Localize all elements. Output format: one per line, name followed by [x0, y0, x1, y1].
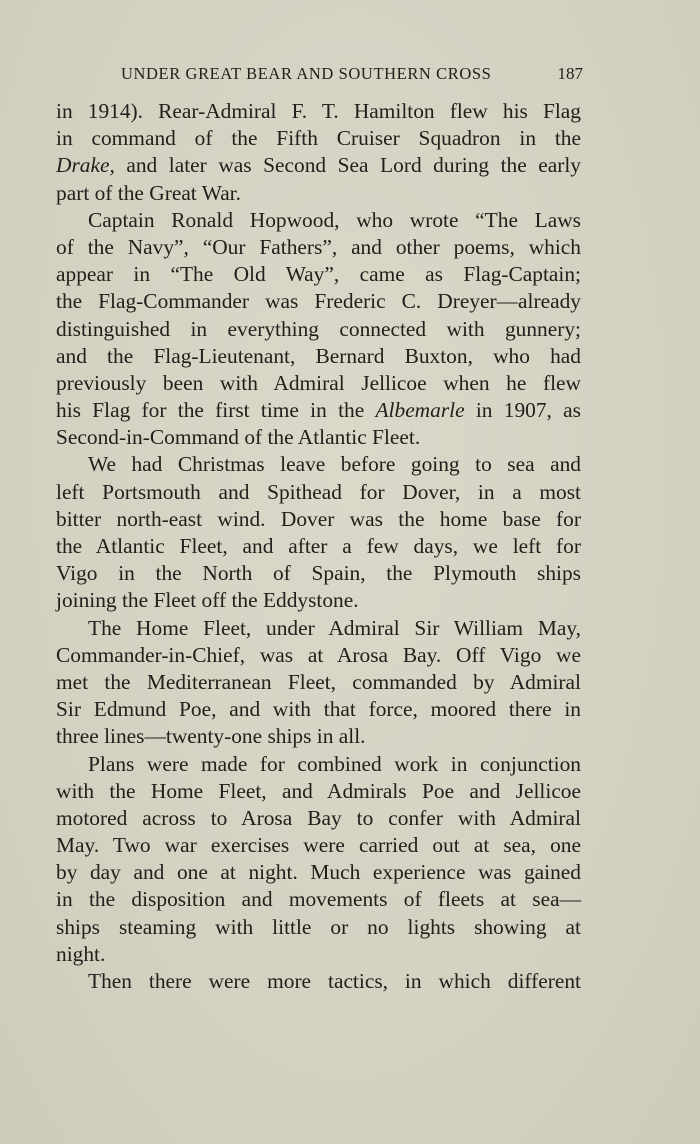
text-line: We had Christmas leave before going to sea and	[88, 452, 581, 477]
text-line: Plans were made for combined work in conjunction	[88, 751, 581, 776]
text-line: met the Mediterranean Fleet, commanded by Admiral	[56, 669, 581, 694]
text-line: Captain Ronald Hopwood, who wrote “The Laws	[88, 207, 581, 232]
text-line: of the Navy”, “Our Fathers”, and other poems, which	[56, 234, 581, 259]
text-line: Sir Edmund Poe, and with that force, moored there in	[56, 697, 581, 722]
text-line: appear in “The Old Way”, came as Flag-Captain;	[56, 262, 581, 287]
text-line: Then there were more tactics, in which different	[88, 969, 581, 993]
text-line: distinguished in everything connected with gunnery;	[56, 316, 581, 341]
text-line: left Portsmouth and Spithead for Dover, in a most	[56, 479, 581, 504]
page-number: 187	[557, 64, 583, 83]
text-line: three lines—twenty-one ships in all.	[56, 724, 366, 749]
text-run: in 1907, as	[464, 398, 581, 423]
ship-name: Albemarle	[375, 398, 465, 423]
body-text	[56, 98, 581, 995]
ship-name: Drake,	[56, 153, 115, 178]
text-line: with the Home Fleet, and Admirals Poe and Jellicoe	[56, 778, 581, 803]
text-line: night.	[56, 941, 106, 966]
text-line	[56, 397, 581, 424]
text-line: Commander-in-Chief, was at Arosa Bay. Off Vigo we	[56, 642, 581, 667]
text-line: by day and one at night. Much experience was gained	[56, 860, 581, 885]
text-line: the Flag-Commander was Frederic C. Dreyer—already	[56, 289, 581, 314]
running-head	[121, 64, 583, 86]
text-line: ships steaming with little or no lights showing at	[56, 914, 581, 939]
paragraph	[56, 207, 581, 452]
text-line: Second-in-Command of the Atlantic Fleet.	[56, 425, 421, 450]
paragraph	[56, 451, 581, 614]
text-line: the Atlantic Fleet, and after a few days, we left for	[56, 534, 581, 558]
text-line: part of the Great War.	[56, 180, 241, 205]
running-title: UNDER GREAT BEAR AND SOUTHERN CROSS	[121, 64, 492, 83]
paragraph	[56, 751, 581, 969]
text-line: in command of the Fifth Cruiser Squadron in the	[56, 126, 581, 151]
text-line: previously been with Admiral Jellicoe when he flew	[56, 370, 581, 395]
text-line: motored across to Arosa Bay to confer with Admiral	[56, 805, 581, 830]
text-line: in the disposition and movements of fleets at sea—	[56, 887, 581, 912]
text-line: Vigo in the North of Spain, the Plymouth ships	[56, 561, 581, 586]
text-line: May. Two war exercises were carried out at sea, one	[56, 833, 581, 858]
text-line: and the Flag-Lieutenant, Bernard Buxton, who had	[56, 343, 581, 368]
paragraph	[56, 615, 581, 751]
text-run: and later was Second Sea Lord during the early	[114, 153, 581, 178]
text-line: The Home Fleet, under Admiral Sir William May,	[88, 615, 581, 640]
text-line: in 1914). Rear-Admiral F. T. Hamilton flew his Flag	[56, 99, 581, 123]
paragraph	[56, 98, 581, 207]
paragraph	[56, 968, 581, 995]
text-line	[56, 152, 581, 179]
text-line: bitter north-east wind. Dover was the home base for	[56, 506, 581, 531]
text-run: his Flag for the first time in the	[56, 398, 376, 423]
text-line: joining the Fleet off the Eddystone.	[56, 588, 359, 613]
